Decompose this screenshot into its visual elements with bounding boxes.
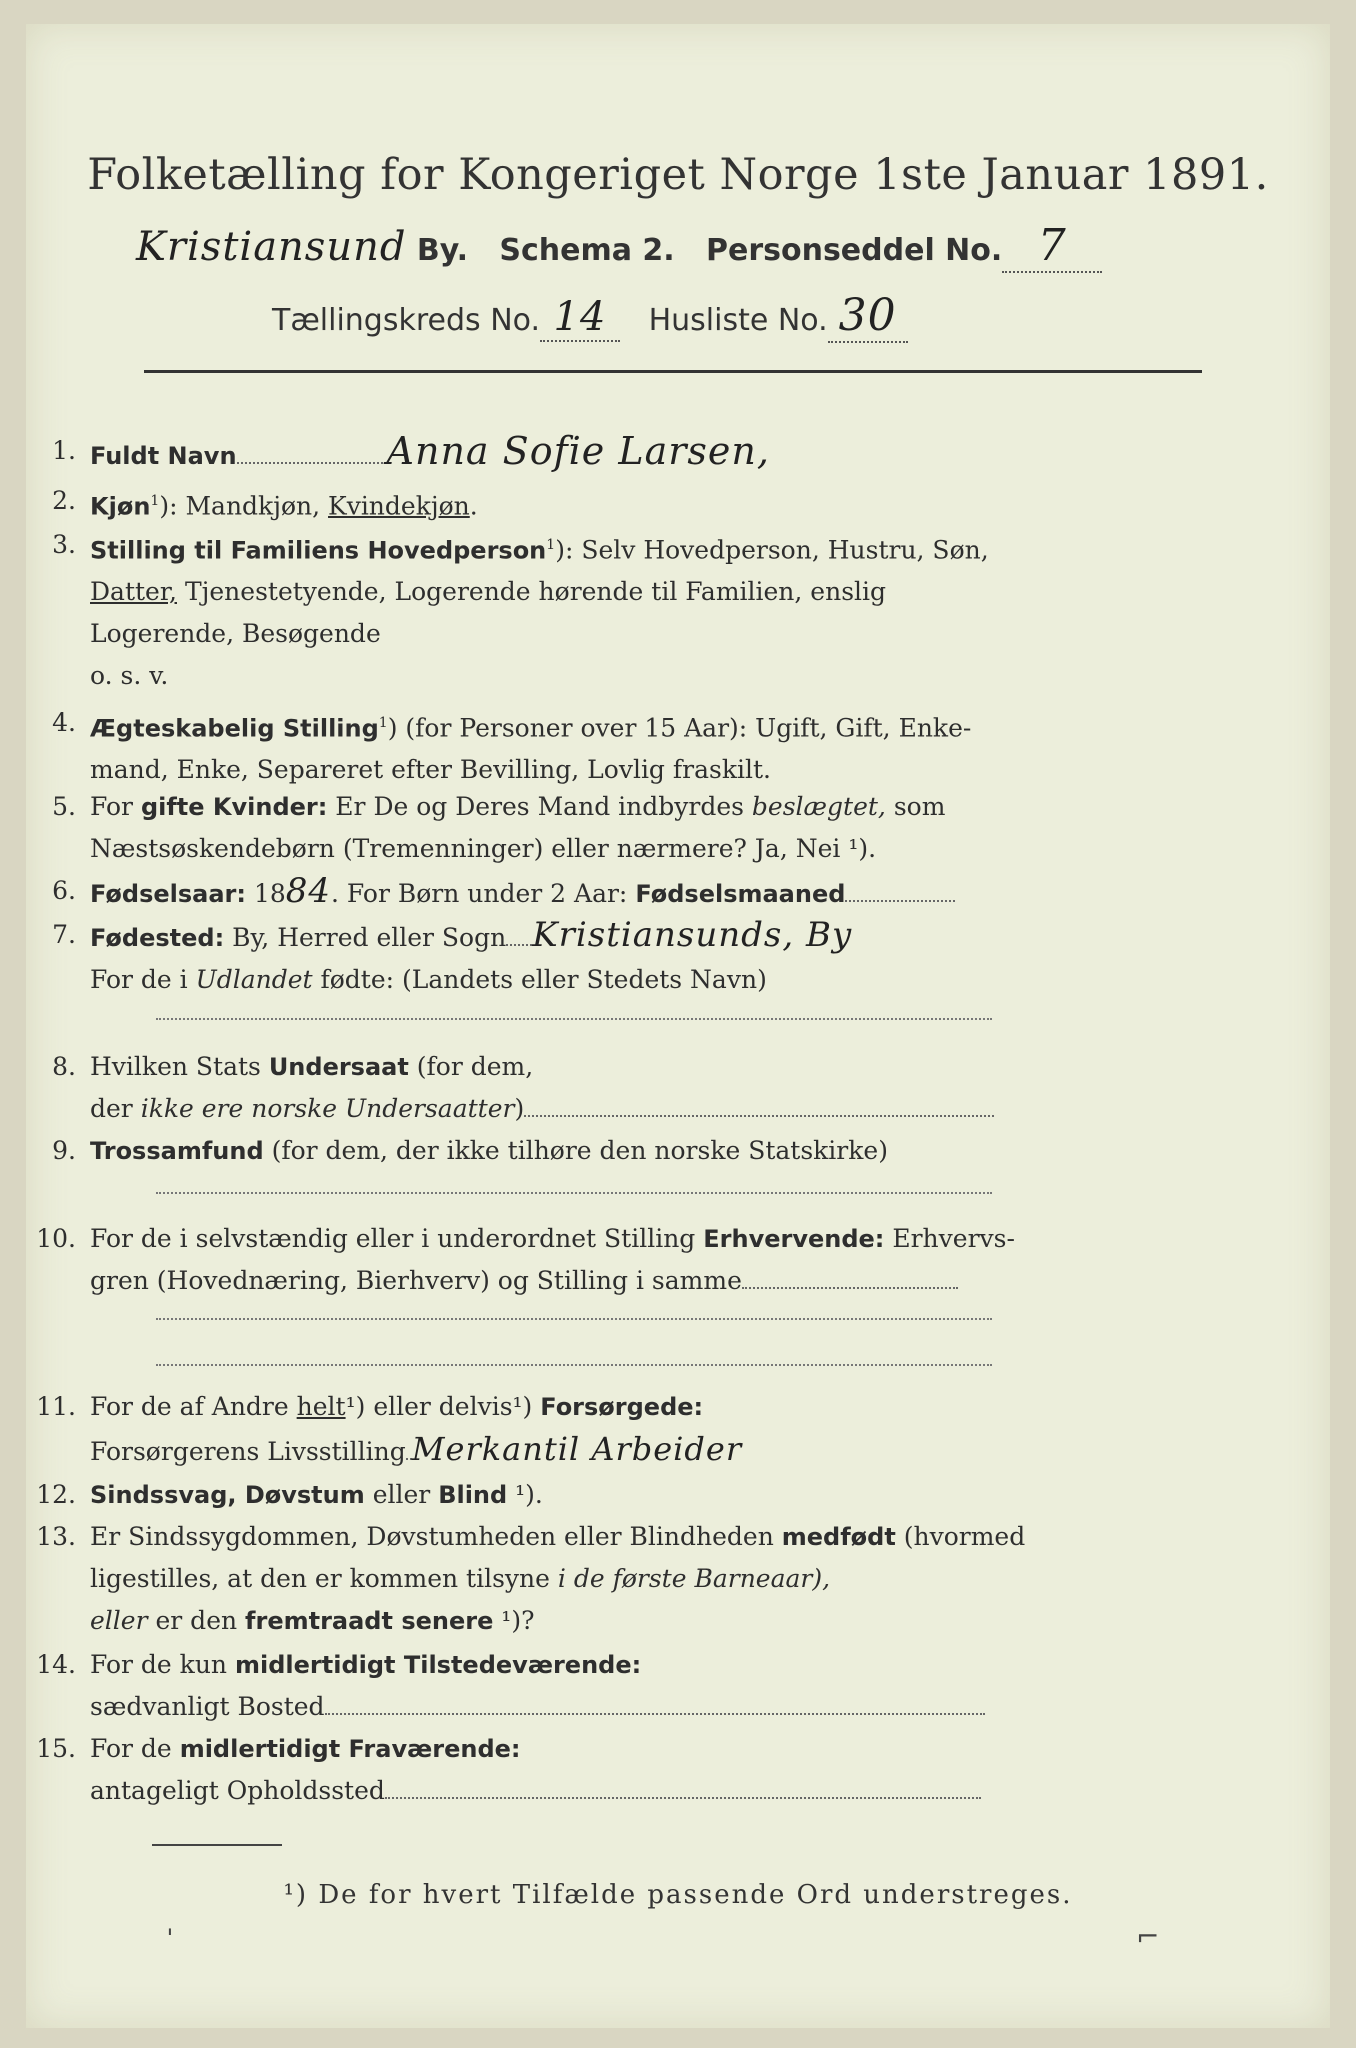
provider-occupation-value: Merkantil Arbeider [411,1430,743,1468]
footnote: ¹) De for hvert Tilfælde passende Ord understreges. [283,1880,1073,1910]
birth-year-value: 84 [285,871,332,911]
personseddel-label: Personseddel No. [706,233,1003,268]
schema-label: Schema 2. [499,233,675,268]
form-title: Folketælling for Kongeriget Norge 1ste Januar 1891. [87,150,1269,200]
header-line-2 [272,290,908,343]
item-10-blank-line-2 [156,1364,992,1366]
birthplace-value: Kristiansunds, By [532,915,853,955]
town-handwritten: Kristiansund [136,224,407,270]
corner-mark-left: ˈ [166,1924,174,1957]
husliste-label: Husliste No. [648,303,828,338]
census-form: Folketælling for Kongeriget Norge 1ste Januar 1891. Kristiansund By. Schema 2. Personseddel No. 7 Tællingskreds No. 14 Husliste No. 30 1. Fuldt Navn Anna Sofie Larsen, 2. Kjøn$^1$): Mandkjøn, Kvindekjøn. 3. Stilling til Familiens Hovedperson$^1$): Selv Hovedperson, Hustru, Søn, Datter, Tjenestetyende, Logerende hørende til Familien, enslig Logerende, Besøgende o. s. v. 4. Ægteskabelig Stilling$^1$) (for Personer over 15 Aar): Ugift, Gift, Enke- mand, Enke, Separeret efter Bevilling, Lovlig fraskilt. 5. For gifte Kvinder: Er De og Deres Mand indbyrdes beslægtet, som Næstsøskendebørn (Tremenninger) eller nærmere? Ja, Nei ¹). 6. Fødselsaar: 1884. For Børn under 2 Aar: Fødselsmaaned 7. Fødested: By, Herred eller Sogn Kristiansunds, By For de i Udlandet fødte: (Landets eller Stedets Navn) 8. Hvilken Stats Undersaat (for dem, der ikke ere norske Undersaatter) 9. Trossamfund (for dem, der ikke tilhøre den norske Statskirke) 10. For de i selvstændig eller i underordnet Stilling Erhvervende: Erhvervs- gren (Hovednæring, Bierhverv) og Stilling i samme 11. For de af Andre helt¹) eller delvis¹) Forsørgede: Forsørgerens Livsstilling Merkantil Arbeider 12. Sindssvag, Døvstum eller Blind ¹). 13. Er Sindssygdommen, Døvstumheden eller Blindheden medfødt (hvormed ligestilles, at den er kommen tilsyne i de første Barneaar), eller er den fremtraadt senere ¹)? 14. For de kun midlertidigt Tilstedeværende: sædvanligt Bosted 15. For de midlertidigt Fraværende: antageligt Opholdssted ¹) De for hvert Tilfælde passende Ord understreges. ˈ ⌐ [26,24,1330,2028]
taellingskreds-value: 14 [553,294,607,340]
personseddel-value: 7 [1037,220,1067,271]
item-7-blank-line [156,1018,992,1020]
item-9-blank-line [156,1192,992,1194]
full-name-label: Fuldt Navn [90,442,237,470]
gender-selected: Kvindekjøn [328,491,470,521]
taellingskreds-label: Tællingskreds No. [272,303,540,338]
full-name-value: Anna Sofie Larsen, [386,429,770,473]
item-10-blank-line-1 [156,1318,992,1320]
footnote-rule [152,1844,282,1846]
header-line-1 [136,220,1102,273]
husliste-value: 30 [838,290,897,341]
header-rule [144,370,1202,373]
corner-mark-right: ⌐ [1136,1920,1160,1953]
position-selected: Datter, [90,577,177,607]
by-label: By. [416,233,468,268]
